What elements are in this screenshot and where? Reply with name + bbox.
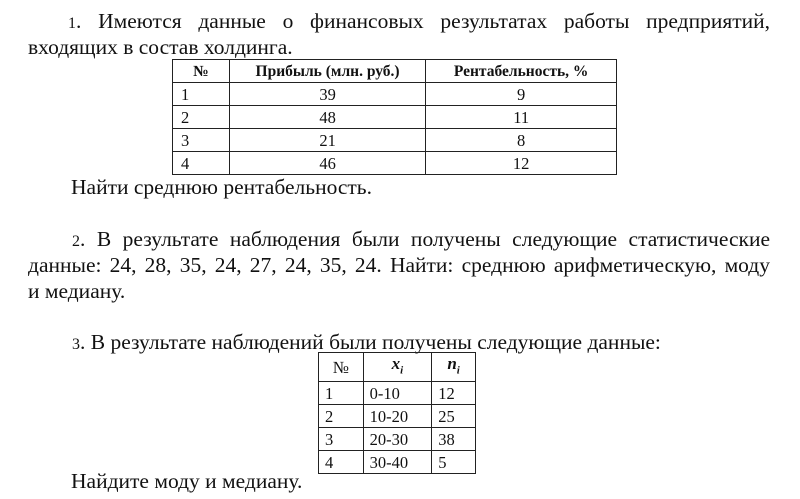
- task1-header-profitability: Рентабельность, %: [426, 60, 617, 83]
- table-cell: 21: [229, 129, 425, 152]
- table-cell: 0-10: [363, 382, 432, 405]
- table-row: [173, 83, 617, 106]
- task2-line3: и медиану.: [28, 279, 126, 303]
- header-n-symbol: n: [447, 354, 457, 373]
- table-cell: 4: [319, 451, 364, 474]
- table-cell: 2: [173, 106, 230, 129]
- table-cell: 3: [319, 428, 364, 451]
- table-cell: 1: [319, 382, 364, 405]
- task2-number: 2: [72, 233, 80, 250]
- table-row: [319, 405, 476, 428]
- task1-text-line1: . Имеются данные о финансовых результатах работы предприятий,: [76, 9, 770, 33]
- table-row: [319, 451, 476, 474]
- table-row: [173, 152, 617, 175]
- table-row: [173, 129, 617, 152]
- task3-header-no: №: [319, 353, 364, 382]
- table-cell: 11: [426, 106, 617, 129]
- task3-question: Найдите моду и медиану.: [71, 469, 303, 493]
- task1-header-no: №: [173, 60, 230, 83]
- table-cell: 30-40: [363, 451, 432, 474]
- task3-header-n: [432, 353, 476, 382]
- task1-line2: входящих в состав холдинга.: [28, 35, 293, 59]
- header-x-subscript: i: [400, 364, 404, 377]
- task3-table: [318, 352, 476, 474]
- task2-line1: [28, 227, 770, 254]
- table-row: [173, 106, 617, 129]
- table-cell: 1: [173, 83, 230, 106]
- table-cell: 2: [319, 405, 364, 428]
- task3-number: 3: [72, 336, 80, 353]
- task2-line2: данные: 24, 28, 35, 24, 27, 24, 35, 24. Найти: среднюю арифметическую, моду: [28, 253, 770, 277]
- table-cell: 12: [426, 152, 617, 175]
- table-row: [319, 428, 476, 451]
- table-cell: 46: [229, 152, 425, 175]
- table-cell: 4: [173, 152, 230, 175]
- task1-table: [172, 59, 617, 175]
- table-cell: 10-20: [363, 405, 432, 428]
- task3-header-x: [363, 353, 432, 382]
- table-cell: 9: [426, 83, 617, 106]
- task1-line1: [28, 9, 770, 36]
- table-cell: 3: [173, 129, 230, 152]
- table-cell: 48: [229, 106, 425, 129]
- table-cell: 39: [229, 83, 425, 106]
- table-cell: 8: [426, 129, 617, 152]
- task3-table-header-row: [319, 353, 476, 382]
- table-cell: 25: [432, 405, 476, 428]
- table-cell: 12: [432, 382, 476, 405]
- task3-text-line1: . В результате наблюдений были получены следующие данные:: [80, 330, 661, 354]
- task1-number: 1: [68, 15, 76, 32]
- table-row: [319, 382, 476, 405]
- task1-header-profit: Прибыль (млн. руб.): [229, 60, 425, 83]
- table-cell: 5: [432, 451, 476, 474]
- task2-text-line1: . В результате наблюдения были получены следующие статистические: [80, 227, 770, 251]
- header-n-subscript: i: [456, 364, 460, 377]
- task1-question: Найти среднюю рентабельность.: [71, 175, 372, 199]
- task1-table-header-row: [173, 60, 617, 83]
- table-cell: 38: [432, 428, 476, 451]
- table-cell: 20-30: [363, 428, 432, 451]
- header-x-symbol: x: [391, 354, 401, 373]
